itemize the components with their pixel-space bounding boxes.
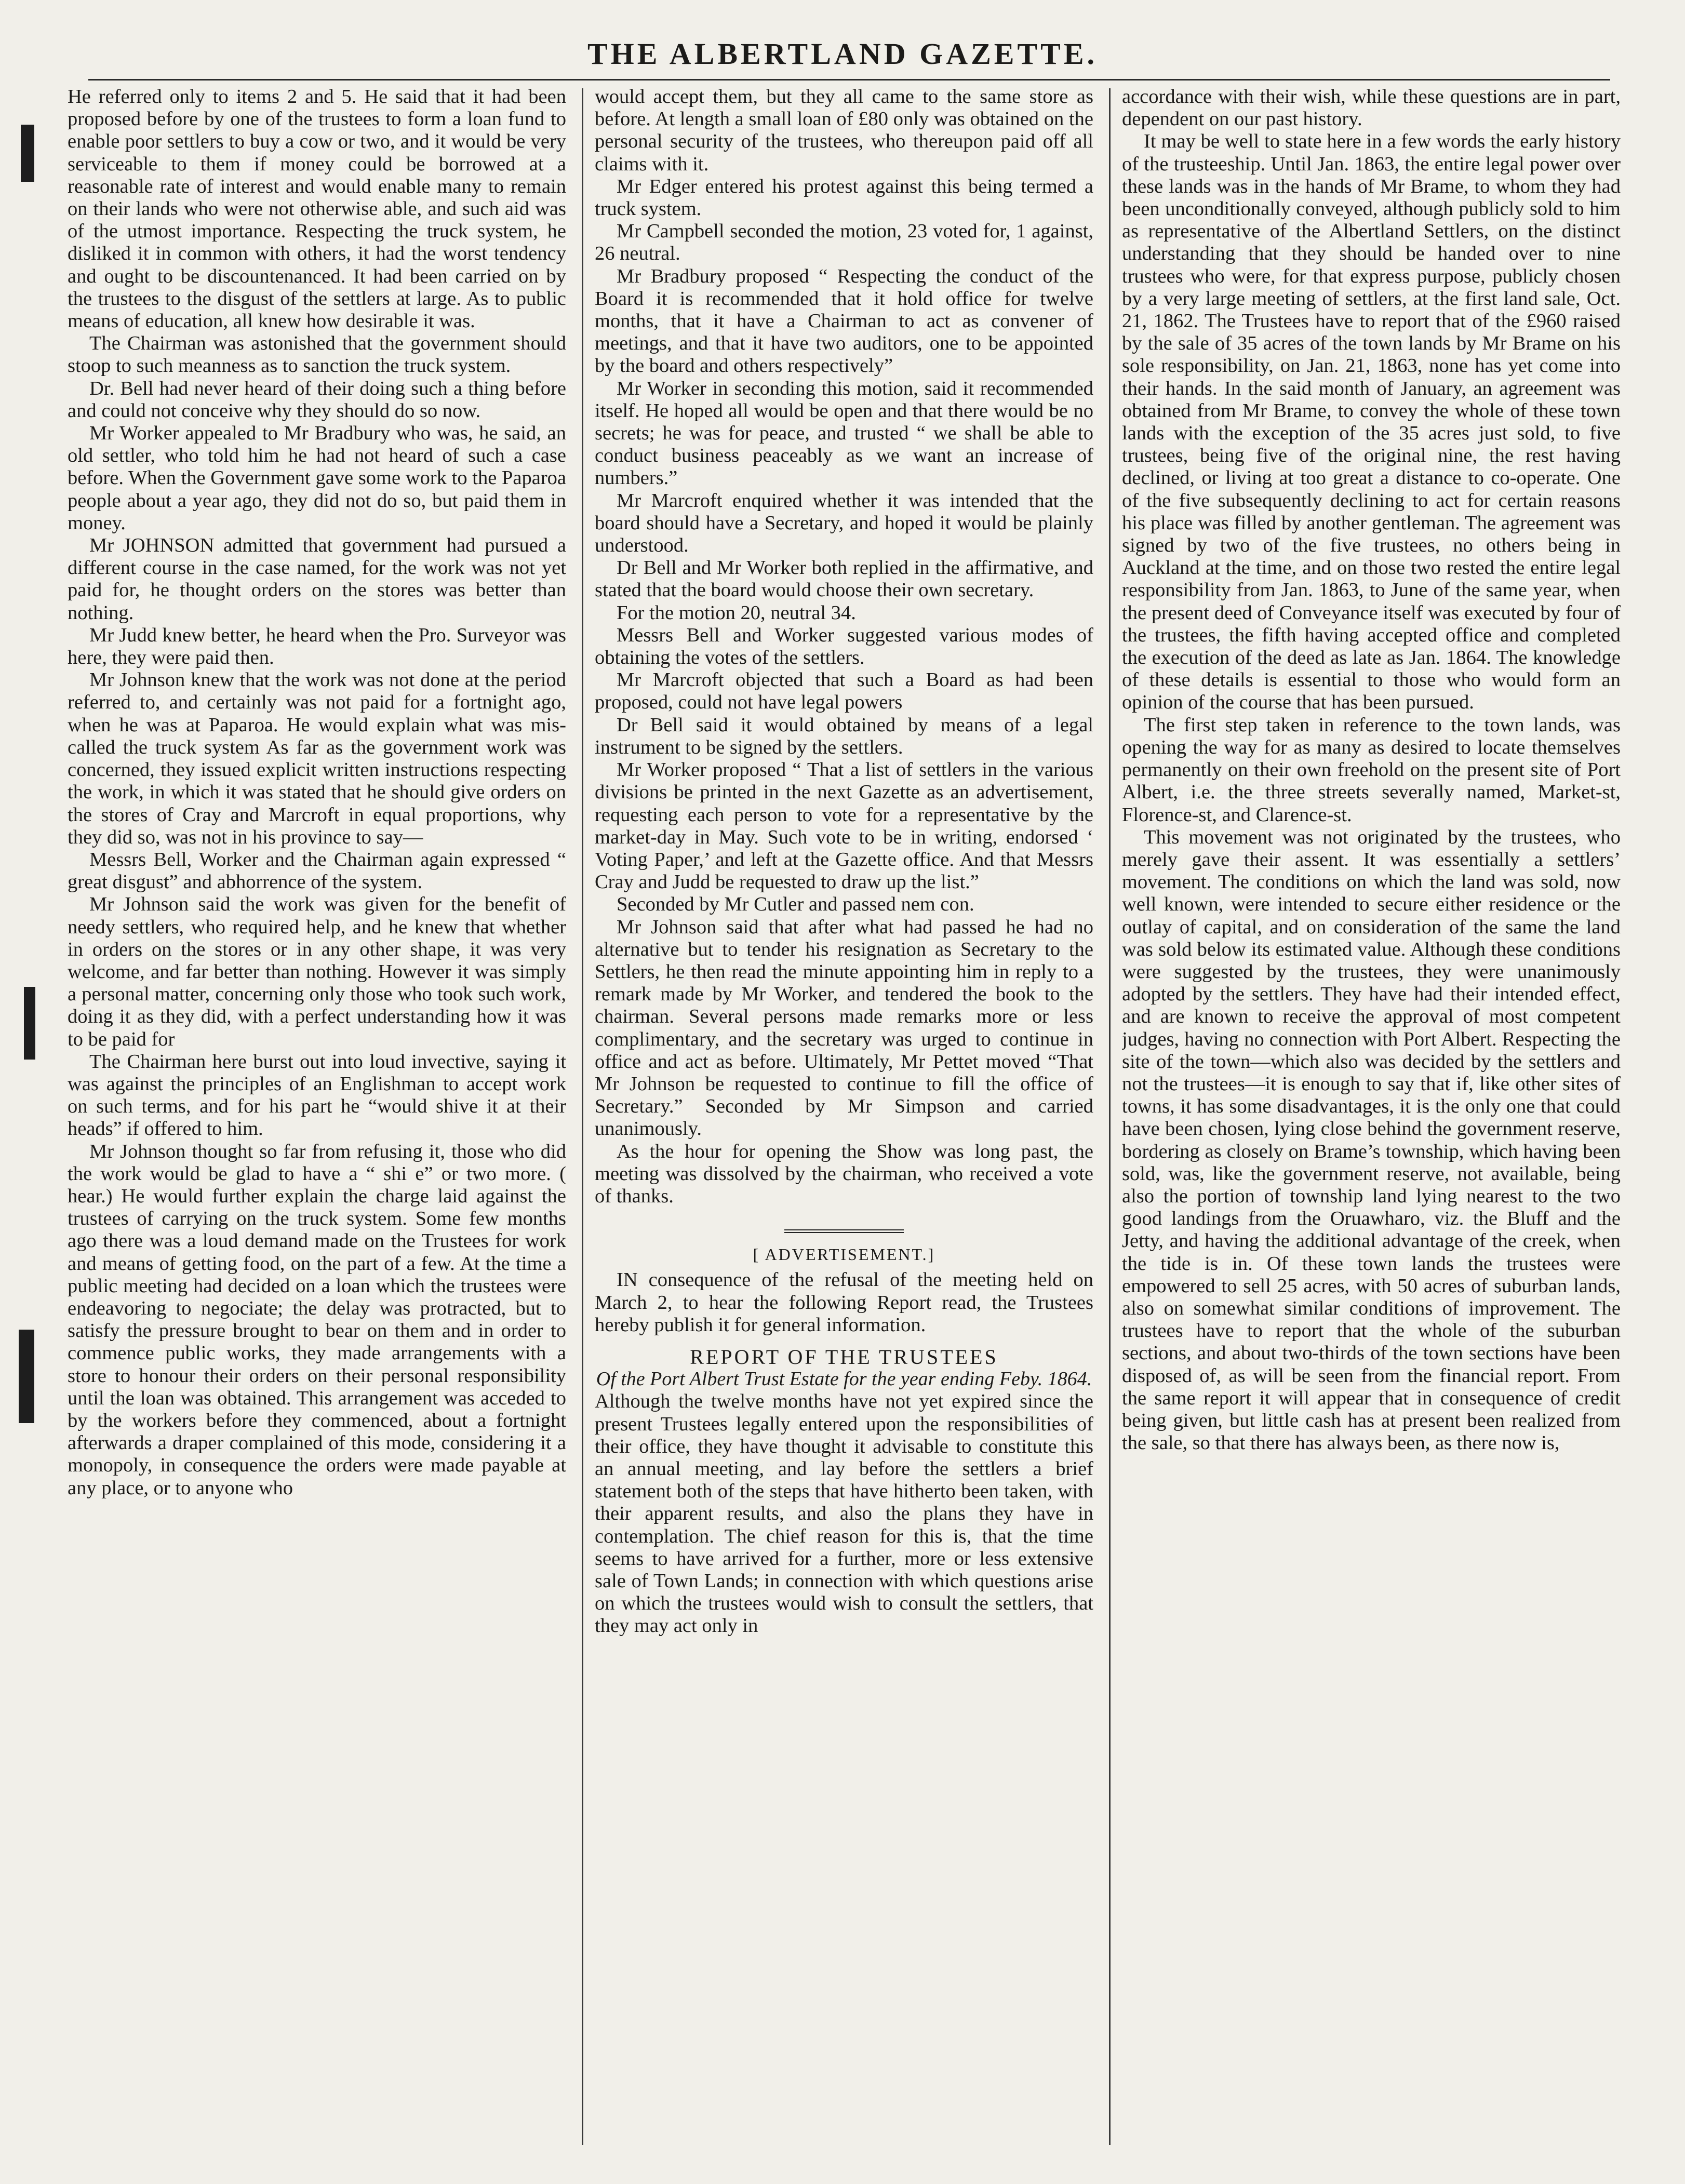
paragraph: For the motion 20, neutral 34. [617,601,856,624]
torn-edge-mark [24,987,35,1060]
paragraph: Mr Worker appealed to Mr Bradbury who was, he said, an old settler, who told him he had not heard of such a case before. When the Government gave some work to the Paparoa people about a year ago, they did not do so, but paid them in money. [68,422,566,534]
report-subtitle: Of the Port Albert Trust Estate for the year ending Feby. 1864. [596,1368,1092,1390]
masthead: THE ALBERTLAND GAZETTE. [587,37,1098,71]
paragraph: This movement was not originated by the trustees, who merely gave their assent. It was essentially a settlers’ movement. The conditions on which the land was sold, now well known, were intended to secure either residence or the outlay of capital, and on consideration of the same the land was sold below its estimated value. Although these conditions were suggested by the trustees, they were unanimously adopted by the settlers. They have had their intended effect, and are known to receive the approval of most competent judges, having no connection with Port Albert. Respecting the site of the town—which also was decided by the settlers and not the trustees—it is enough to say that if, like other sites of towns, it has some disadvantages, it is the only one that could have been chosen, lying close behind the government reserve, bordering as closely on Brame’s township, which having been sold, was, like the government reserve, not available, being also the portion of township land lying nearest to the two good landings from the Oruawharo, viz. the Bluff and the Jetty, and having the additional advantage of the creek, when the tide is in. Of these town lands the trustees were empowered to sell 25 acres, with 50 acres of suburban lands, also on somewhat similar conditions of improvement. The trustees have to report that the whole of the suburban sections, and about two-thirds of the town sections have been disposed of, as will be seen from the financial report. From the same report it will appear that in consequence of credit being given, but little cash has at present been realized from the sale, so that there has always been, as there now is, [1122,826,1621,1454]
paragraph: Mr Judd knew better, he heard when the Pro. Surveyor was here, they were paid then. [68,624,566,669]
paragraph: Mr Campbell seconded the motion, 23 voted for, 1 against, 26 neutral. [595,220,1093,265]
paragraph: Mr Worker in seconding this motion, said it recommended itself. He hoped all would be open and that there would be no secrets; he was for peace, and trusted “ we shall be able to conduct business peaceably as we want an increase of numbers.” [595,377,1093,489]
column-divider-right [1109,88,1111,2145]
paragraph: Messrs Bell and Worker suggested various modes of obtaining the votes of the settlers. [595,624,1093,669]
advertisement-text: IN consequence of the refusal of the meeting held on March 2, to hear the following Report read, the Trustees hereby publish it for general information. [595,1269,1093,1336]
paragraph: The Chairman here burst out into loud invective, saying it was against the principles of an Englishman to accept work on such terms, and for his part he “would shive it at their heads” if offered to him. [68,1050,566,1140]
paragraph: Messrs Bell, Worker and the Chairman again expressed “ great disgust” and abhorrence of the system. [68,848,566,893]
paragraph: Dr Bell and Mr Worker both replied in the affirmative, and stated that the board would choose their own secretary. [595,557,1093,601]
column-2 [595,86,1093,2158]
paragraph: Mr Johnson knew that the work was not done at the period referred to, and certainly was not paid for a fortnight ago, when he was at Paparoa. He would explain what was mis-called the truck system As far as the government work was concerned, they issued explicit written instructions respecting the work, in which it was stated that he should give orders on the stores of Cray and Marcroft in equal proportions, why they did so, was not in his province to say— [68,669,566,848]
paragraph: Mr JOHNSON admitted that government had pursued a different course in the case named, for the work was not yet paid for, he thought orders on the stores was better than nothing. [68,534,566,624]
paragraph: Mr Worker proposed “ That a list of settlers in the various divisions be printed in the next Gazette as an advertisement, requesting each person to vote for a representative by the market-day in May. Such vote to be in writing, endorsed ‘ Voting Paper,’ and left at the Gazette office. And that Messrs Cray and Judd be requested to draw up the list.” [595,759,1093,893]
paragraph: Dr. Bell had never heard of their doing such a thing before and could not conceive why they should do so now. [68,377,566,422]
report-title: REPORT OF THE TRUSTEES [690,1345,998,1369]
masthead-rule [88,79,1610,81]
column-divider-left [582,88,583,2145]
paragraph: Seconded by Mr Cutler and passed nem con. [617,893,974,916]
column-3 [1122,86,1621,2158]
paragraph: Mr Bradbury proposed “ Respecting the conduct of the Board it is recommended that it hold office for twelve months, that it have a Chairman to act as convener of meetings, and that it have two auditors, one to be appointed by the board and others respectively” [595,265,1093,377]
paragraph: The first step taken in reference to the town lands, was opening the way for as many as desired to locate themselves permanently on their own freehold on the present site of Port Albert, i.e. the three streets severally named, Market-st, Florence-st, and Clarence-st. [1122,714,1621,826]
paragraph: accordance with their wish, while these questions are in part, dependent on our past history. [1122,86,1621,130]
torn-edge-mark [21,125,34,182]
paragraph: Mr Edger entered his protest against this being termed a truck system. [595,175,1093,220]
paragraph: Dr Bell said it would obtained by means of a legal instrument to be signed by the settlers. [595,714,1093,758]
advertisement-label: [ ADVERTISEMENT.] [753,1245,935,1264]
paragraph: Mr Marcroft enquired whether it was intended that the board should have a Secretary, and hoped it would be plainly understood. [595,489,1093,557]
section-divider [784,1229,904,1234]
report-text: Although the twelve months have not yet expired since the present Trustees legally entered upon the responsibilities of their office, they have thought it advisable to constitute this an annual meeting, and lay before the settlers a brief statement both of the steps that have hitherto been taken, with their apparent results, and also the plans they have in contemplation. The chief reason for this is, that the time seems to have arrived for a further, more or less extensive sale of Town Lands; in connection with which questions arise on which the trustees would wish to consult the settlers, that they may act only in [595,1390,1093,1637]
paragraph: It may be well to state here in a few words the early history of the trusteeship. Until Jan. 1863, the entire legal power over these lands was in the hands of Mr Brame, to whom they had been unconditionally conveyed, although publicly sold to him as representative of the Albertland Settlers, on the distinct understanding that they should be handed over to nine trustees who were, for that express purpose, publicly chosen by a very large meeting of settlers, at the first land sale, Oct. 21, 1862. The Trustees have to report that of the £960 raised by the sale of 35 acres of the town lands by Mr Brame on his sole responsibility, on Jan. 21, 1863, none has yet come into their hands. In the said month of January, an agreement was obtained from Mr Brame, to convey the whole of these town lands with the exception of the 35 acres just sold, to five trustees, being five of the original nine, the rest having declined, or living at too great a distance to co-operate. One of the five subsequently declining to act for certain reasons his place was filled by another gentleman. The agreement was signed by two of the five trustees, no others being in Auckland at the time, and on those two rested the entire legal responsibility from Jan. 1863, to June of the same year, when the present deed of Conveyance itself was executed by four of the trustees, the fifth having accepted office and completed the execution of the deed as late as Jan. 1864. The knowledge of these details is essential to those who would form an opinion of the course that has been pursued. [1122,130,1621,714]
paragraph: The Chairman was astonished that the government should stoop to such meanness as to sanction the truck system. [68,332,566,377]
paragraph: Mr Marcroft objected that such a Board as had been proposed, could not have legal powers [595,669,1093,714]
column-1 [68,86,566,2158]
paragraph: Mr Johnson said that after what had passed he had no alternative but to tender his resignation as Secretary to the Settlers, he then read the minute appointing him in reply to a remark made by Mr Worker, and tendered the book to the chairman. Several persons made remarks more or less complimentary, and the secretary was urged to continue in office and act as before. Ultimately, Mr Pettet moved “That Mr Johnson be requested to continue to fill the office of Secretary.” Seconded by Mr Simpson and carried unanimously. [595,916,1093,1140]
torn-edge-mark [19,1330,34,1423]
paragraph: He referred only to items 2 and 5. He said that it had been proposed before by one of the trustees to form a loan fund to enable poor settlers to buy a cow or two, and it would be very serviceable to them if money could be borrowed at a reasonable rate of interest and would enable many to remain on their lands who were not otherwise able, and such aid was of the utmost importance. Respecting the truck system, he disliked it in common with others, it had the worst tendency and ought to be discountenanced. It had been carried on by the trustees to the disgust of the settlers at large. As to public means of education, all knew how desirable it was. [68,86,566,332]
paragraph: Mr Johnson said the work was given for the benefit of needy settlers, who required help, and he knew that whether in orders on the stores or in any other shape, it was very welcome, and far better than nothing. However it was simply a personal matter, concerning only those who took such work, doing it as they did, with a perfect understanding how it was to be paid for [68,893,566,1050]
paragraph: As the hour for opening the Show was long past, the meeting was dissolved by the chairman, who received a vote of thanks. [595,1140,1093,1207]
paragraph: Mr Johnson thought so far from refusing it, those who did the work would be glad to have a “ shi e” or two more. ( hear.) He would further explain the charge laid against the trustees of carrying on the truck system. Some few months ago there was a loud demand made on the Trustees for work and means of getting food, on the part of a few. At the time a public meeting had decided on a loan which the trustees were endeavoring to negociate; the delay was protracted, but to satisfy the pressure brought to bear on them and in order to commence public works, they made arrangements with a store to honour their orders on their personal responsibility until the loan was obtained. This arrangement was acceded to by the workers before they commenced, about a fortnight afterwards a draper complained of this mode, considering it a monopoly, in consequence the orders were made payable at any place, or to anyone who [68,1140,566,1499]
paragraph: would accept them, but they all came to the same store as before. At length a small loan of £80 only was obtained on the personal security of the trustees, who thereupon paid off all claims with it. [595,86,1093,175]
